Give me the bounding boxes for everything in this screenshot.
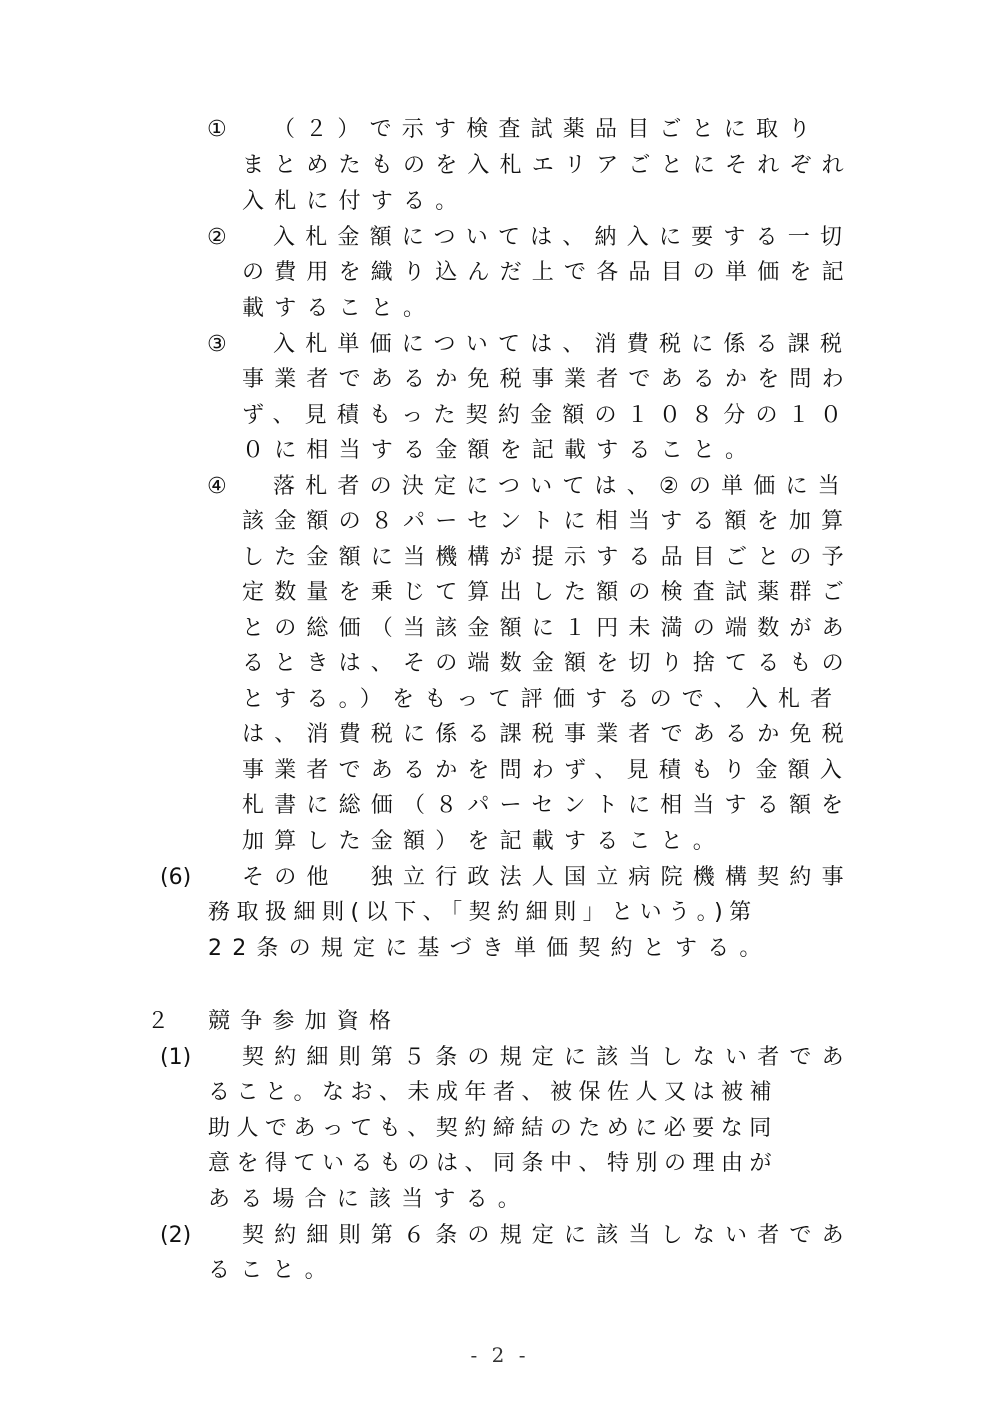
item-3-line-3: ず、見積もった契約金額の１０８分の１０ — [242, 403, 853, 428]
item-2-marker: ② — [207, 225, 227, 250]
item-2-line-3: 載すること。 — [242, 296, 436, 321]
section-6-line-2: 務取扱細則(以下、「契約細則」という。)第 — [208, 900, 758, 925]
item-1-line-3: 入札に付する。 — [242, 189, 468, 214]
subsection-1-line-4: 意を得ているものは、同条中、特別の理由が — [208, 1151, 779, 1176]
item-1-line-2: まとめたものを入札エリアごとにそれぞれ — [242, 153, 854, 178]
subsection-1-line-5: ある場合に該当する。 — [208, 1187, 531, 1212]
subsection-1-line-3: 助人であっても、契約締結のために必要な同 — [208, 1116, 778, 1141]
item-4-line-7: とする。）をもって評価するので、入札者 — [242, 687, 843, 712]
subsection-1-line-1: 契約細則第５条の規定に該当しない者であ — [242, 1045, 854, 1070]
section-6-number: (6) — [160, 865, 192, 890]
section-6-line-3: 22条の規定に基づき単価契約とする。 — [208, 936, 772, 961]
item-4-line-6: るときは、その端数金額を切り捨てるもの — [242, 651, 854, 676]
item-4-line-3: した金額に当機構が提示する品目ごとの予 — [242, 545, 854, 570]
subsection-2-number: (2) — [160, 1223, 192, 1248]
item-4-line-4: 定数量を乗じて算出した額の検査試薬群ご — [242, 580, 854, 605]
subsection-1-number: (1) — [160, 1045, 192, 1070]
item-4-line-1: 落札者の決定については、②の単価に当 — [273, 474, 850, 499]
subsection-1-line-2: ること。なお、未成年者、被保佐人又は被補 — [208, 1080, 779, 1105]
item-3-marker: ③ — [207, 332, 227, 357]
section-6-line-1: その他 独立行政法人国立病院機構契約事 — [242, 865, 854, 890]
item-2-line-1: 入札金額については、納入に要する一切 — [273, 225, 853, 250]
page-number: - 2 - — [470, 1343, 530, 1367]
subsection-2-line-2: ること。 — [208, 1258, 337, 1283]
item-3-line-2: 事業者であるか免税事業者であるかを問わ — [242, 367, 854, 392]
item-4-line-2: 該金額の８パーセントに相当する額を加算 — [242, 509, 854, 534]
section-2-heading: 競争参加資格 — [208, 1009, 402, 1034]
item-1-marker: ① — [207, 117, 227, 142]
item-3-line-4: ０に相当する金額を記載すること。 — [242, 438, 758, 463]
item-1-line-1: （２）で示す検査試薬品目ごとに取り — [273, 117, 821, 142]
item-4-line-5: との総価（当該金額に１円未満の端数があ — [242, 616, 854, 641]
item-4-marker: ④ — [207, 474, 227, 499]
section-2-number: ２ — [147, 1009, 170, 1034]
item-4-line-10: 札書に総価（８パーセントに相当する額を — [242, 793, 854, 818]
item-2-line-2: の費用を織り込んだ上で各品目の単価を記 — [242, 260, 854, 285]
subsection-2-line-1: 契約細則第６条の規定に該当しない者であ — [242, 1223, 854, 1248]
item-4-line-11: 加算した金額）を記載すること。 — [242, 829, 726, 854]
item-4-line-9: 事業者であるかを問わず、見積もり金額入 — [242, 758, 853, 783]
item-3-line-1: 入札単価については、消費税に係る課税 — [273, 332, 853, 357]
item-4-line-8: は、消費税に係る課税事業者であるか免税 — [242, 722, 854, 747]
